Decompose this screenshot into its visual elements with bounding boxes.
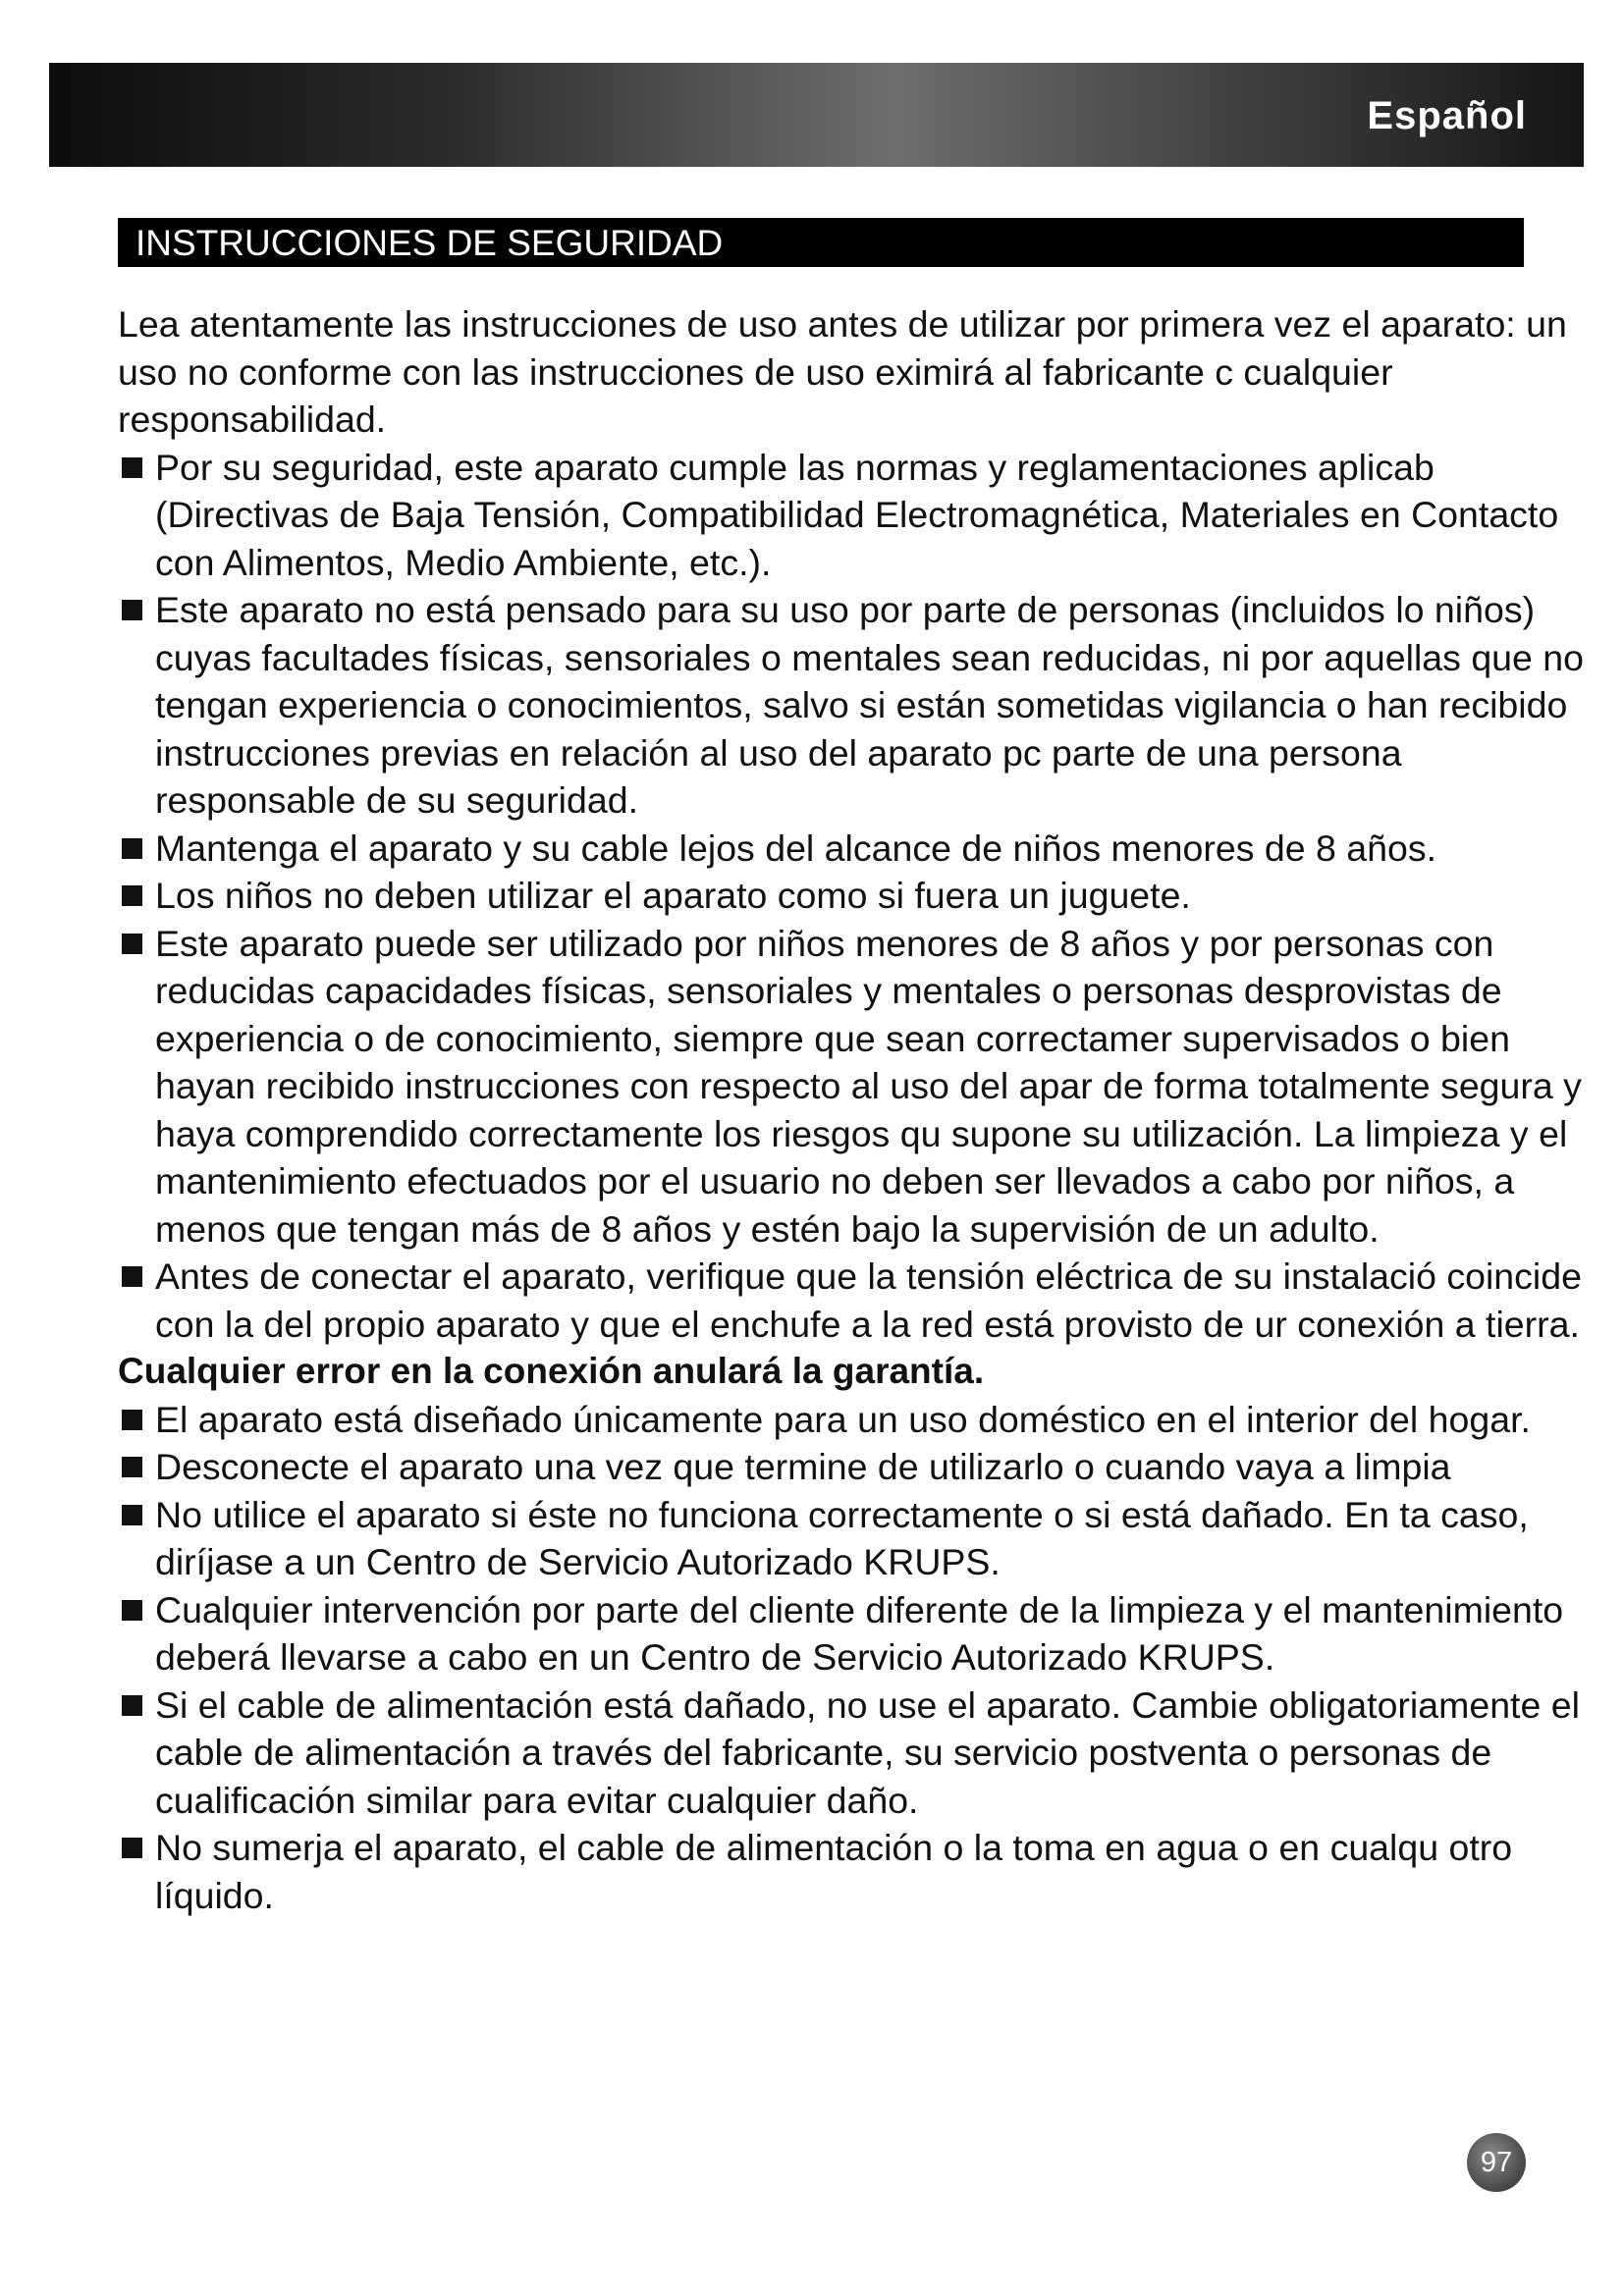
list-item: [118, 586, 1585, 825]
warranty-warning: Cualquier error en la conexión anulará la garantía.: [118, 1351, 985, 1391]
list-item: [118, 1491, 1585, 1586]
list-item: [118, 920, 1585, 1254]
square-bullet-icon: [122, 838, 142, 859]
list-item-text: Cualquier intervención por parte del cliente diferente de la limpieza y el mantenimiento deberá llevarse a cabo en un Centro de Servicio Autorizado KRUPS.: [155, 1588, 1564, 1678]
section-header-bar: [118, 218, 1524, 267]
list-item-text: Este aparato no está pensado para su uso por parte de personas (incluidos lo niños) cuyas facultades físicas, sensoriales o mentales sean reducidas, ni por aquellas que no tengan experiencia o conocimientos, salvo si están sometidas vigilancia o han recibido instrucciones previas en relación al uso del aparato pc parte de una persona responsable de su seguridad.: [155, 589, 1585, 821]
square-bullet-icon: [122, 1457, 142, 1477]
list-item-text: No utilice el aparato si éste no funciona correctamente o si está dañado. En ta caso, diríjase a un Centro de Servicio Autorizado KRUPS.: [155, 1493, 1529, 1582]
list-item-text: El aparato está diseñado únicamente para un uso doméstico en el interior del hogar.: [155, 1398, 1531, 1440]
square-bullet-icon: [122, 1600, 142, 1621]
list-item: [118, 872, 1585, 920]
list-item-text: Los niños no deben utilizar el aparato como si fuera un juguete.: [155, 875, 1191, 916]
list-item-text: Si el cable de alimentación está dañado, no use el aparato. Cambie obligatoriamente el cable de alimentación a través del fabricante, su servicio postventa o personas de cualificación similar para evitar cualquier daño.: [155, 1683, 1580, 1821]
square-bullet-icon: [122, 1838, 142, 1858]
list-item: [118, 1253, 1585, 1348]
list-item: [118, 444, 1585, 587]
list-item-text: Desconecte el aparato una vez que termine de utilizarlo o cuando vaya a limpia: [155, 1446, 1451, 1487]
intro-paragraph: Lea atentamente las instrucciones de uso antes de utilizar por primera vez el aparato: un uso no conforme con las instrucciones de uso eximirá al fabricante c cualquier responsabilidad.: [118, 303, 1567, 440]
section-title: INSTRUCCIONES DE SEGURIDAD: [135, 223, 724, 263]
list-item: [118, 1682, 1585, 1825]
list-item: [118, 825, 1585, 873]
list-item-text: Mantenga el aparato y su cable lejos del alcance de niños menores de 8 años.: [155, 827, 1437, 869]
list-item-text: Antes de conectar el aparato, verifique que la tensión eléctrica de su instalació coincide con la del propio aparato y que el enchufe a la red está provisto de ur conexión a tierra.: [155, 1255, 1582, 1345]
list-item-text: Por su seguridad, este aparato cumple las normas y reglamentaciones aplicab (Directivas de Baja Tensión, Compatibilidad Electromagnética, Materiales en Contacto con Alimentos, Medio Ambiente, etc.).: [155, 446, 1559, 583]
page-number-badge: 97: [1467, 2133, 1526, 2192]
list-item-text: Este aparato puede ser utilizado por niños menores de 8 años y por personas con reducidas capacidades físicas, sensoriales y mentales o personas desprovistas de experiencia o de conocimiento, siempre que sean correctamer supervisados o bien hayan recibido instrucciones con respecto al uso del apar de forma totalmente segura y haya comprendido correctamente los riesgos qu supone su utilización. La limpieza y el mantenimiento efectuados por el usuario no deben ser llevados a cabo por niños, a menos que tengan más de 8 años y estén bajo la supervisión de un adulto.: [155, 922, 1582, 1250]
square-bullet-icon: [122, 1695, 142, 1716]
square-bullet-icon: [122, 1266, 142, 1287]
square-bullet-icon: [122, 885, 142, 906]
list-item: [118, 1443, 1585, 1491]
list-item: [118, 1824, 1585, 1919]
list-item-text: No sumerja el aparato, el cable de alimentación o la toma en agua o en cualqu otro líquido.: [155, 1827, 1513, 1916]
square-bullet-icon: [122, 934, 142, 954]
square-bullet-icon: [122, 1505, 142, 1525]
language-label: Español: [1367, 94, 1527, 137]
safety-instructions-body: [118, 300, 1585, 1919]
square-bullet-icon: [122, 457, 142, 478]
list-item: [118, 1396, 1585, 1444]
square-bullet-icon: [122, 600, 142, 620]
list-item: [118, 1586, 1585, 1682]
square-bullet-icon: [122, 1410, 142, 1430]
language-banner: [49, 63, 1584, 167]
